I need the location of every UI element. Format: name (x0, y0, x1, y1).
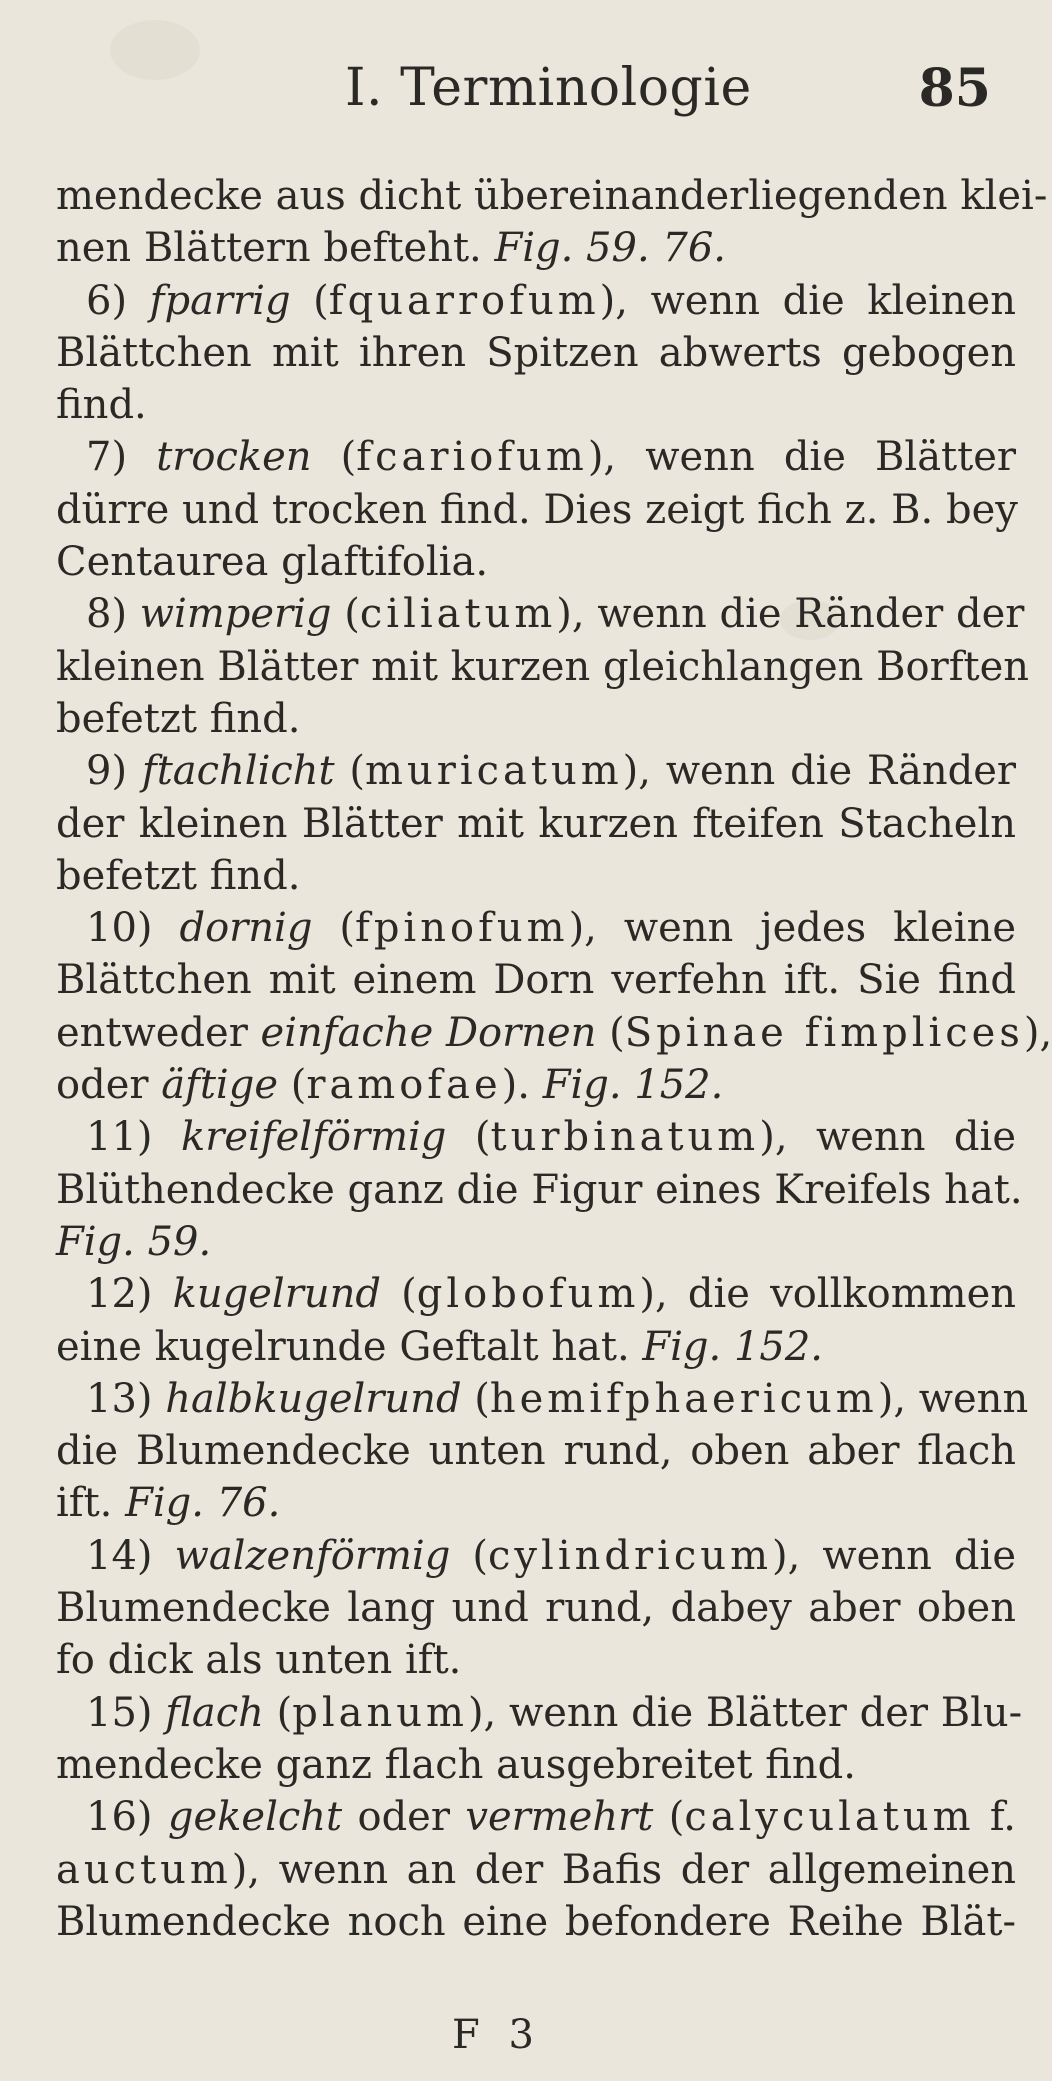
text-line (56, 1844, 1016, 1896)
text-span: ( (653, 1794, 685, 1841)
text-span: fquarrofum (328, 277, 600, 324)
text-span: f. (974, 1794, 1017, 1841)
text-span: oder (342, 1794, 466, 1841)
text-span: hemifphaericum (489, 1375, 878, 1422)
text-span: fcariofum (356, 434, 588, 481)
text-span: Blättchen mit ihren Spitzen abwerts gebogen (56, 329, 1016, 376)
text-span: Fig. 152. (642, 1323, 824, 1370)
text-span: 6) (86, 277, 150, 324)
text-line (56, 1530, 1016, 1582)
text-span: mendecke ganz flach ausgebreitet find. (56, 1741, 856, 1788)
text-span: Blüthendecke ganz die Figur eines Kreifels hat. (56, 1166, 1023, 1213)
text-line (56, 1687, 1023, 1739)
text-line (56, 1007, 1052, 1059)
text-line (56, 170, 1048, 222)
text-line (56, 1268, 1016, 1320)
text-span: ( (596, 1009, 625, 1056)
text-span: find. (56, 382, 147, 429)
text-line (56, 1111, 1016, 1163)
text-span: Fig. 59. (56, 1218, 212, 1265)
text-span: ( (263, 1689, 293, 1736)
text-span: ciliatum (359, 591, 557, 638)
text-span: 8) (86, 591, 140, 638)
text-line (56, 1059, 1016, 1111)
text-line (56, 1896, 1016, 1948)
text-span: die Blumendecke unten rund, oben aber flach (56, 1428, 1016, 1475)
page-number: 85 (918, 58, 991, 119)
text-span: Fig. 59. 76. (494, 225, 726, 272)
text-span: 12) (86, 1271, 173, 1318)
text-span: 14) (86, 1532, 175, 1579)
text-line (56, 1791, 1016, 1843)
text-span: ( (331, 591, 360, 638)
text-span: einfache Dornen (260, 1009, 597, 1056)
text-span: ), (1023, 1009, 1052, 1056)
text-line (56, 693, 1016, 745)
text-span: kreifelförmig (180, 1114, 447, 1161)
text-span: ). (501, 1062, 543, 1109)
text-span: Fig. 152. (542, 1062, 724, 1109)
text-line (56, 798, 1016, 850)
text-line (56, 275, 1016, 327)
text-span: trocken (156, 434, 312, 481)
text-line (56, 641, 1030, 693)
text-line (56, 1216, 1016, 1268)
text-span: cylindricum (488, 1532, 772, 1579)
text-line (56, 1477, 1016, 1529)
text-span: ), wenn die Blätter der Blu- (467, 1689, 1023, 1736)
text-span: ( (311, 434, 357, 481)
text-span: ftachlicht (141, 748, 335, 795)
text-span: muricatum (365, 748, 623, 795)
text-span: eine kugelrunde Geftalt hat. (56, 1323, 643, 1370)
text-span: kleinen Blätter mit kurzen gleichlangen Borften (56, 643, 1030, 690)
text-span: globofum (416, 1271, 640, 1318)
text-span: ( (461, 1375, 490, 1422)
text-span: flach (165, 1689, 264, 1736)
text-span: befetzt find. (56, 695, 301, 742)
text-span: ramofae (306, 1062, 502, 1109)
text-line (56, 536, 1016, 588)
text-span: kugelrund (172, 1271, 381, 1318)
text-span: ( (312, 905, 356, 952)
text-line (56, 1634, 1016, 1686)
text-span: fo dick als unten ift. (56, 1637, 462, 1684)
text-span: befetzt find. (56, 852, 301, 899)
text-span: ), wenn die (759, 1114, 1016, 1161)
text-line (56, 902, 1016, 954)
text-span: fpinofum (355, 905, 569, 952)
text-line (56, 954, 1016, 1006)
text-span: ), die vollkommen (639, 1271, 1016, 1318)
text-span: Centaurea glaftifolia. (56, 539, 489, 586)
text-span: Spinae fimplices (624, 1009, 1024, 1056)
text-span: nen Blättern befteht. (56, 225, 495, 272)
text-span: ( (334, 748, 366, 795)
text-span: dürre und trocken find. Dies zeigt fich z. B. bey (56, 486, 1018, 533)
text-line (56, 1425, 1016, 1477)
text-line (56, 588, 1025, 640)
text-span: oder (56, 1062, 162, 1109)
text-span: ift. (56, 1480, 126, 1527)
text-span: fparrig (149, 277, 291, 324)
text-span: ), wenn die Blätter (587, 434, 1016, 481)
text-span: der kleinen Blätter mit kurzen fteifen Stacheln (56, 800, 1016, 847)
text-span: ), wenn die Ränder der (556, 591, 1025, 638)
text-line (56, 745, 1016, 797)
text-span: 11) (86, 1114, 181, 1161)
page-header (0, 58, 1049, 138)
text-line (56, 1582, 1016, 1634)
text-span: vermehrt (465, 1794, 654, 1841)
text-line (56, 850, 1016, 902)
text-span: 9) (86, 748, 142, 795)
text-span: calyculatum (684, 1794, 975, 1841)
text-span: Blumendecke noch eine befondere Reihe Blät- (56, 1898, 1016, 1945)
text-span: ), wenn die kleinen (599, 277, 1016, 324)
text-line (56, 1321, 1016, 1373)
text-span: planum (292, 1689, 468, 1736)
text-span: 13) (86, 1375, 166, 1422)
text-span: halbkugelrund (165, 1375, 462, 1422)
text-span: ), wenn an der Bafis der allgemeinen (231, 1846, 1016, 1893)
text-span: ), wenn die (772, 1532, 1016, 1579)
text-span: auctum (56, 1846, 232, 1893)
text-span: 15) (86, 1689, 166, 1736)
text-span: gekelcht (167, 1794, 343, 1841)
text-line (56, 1739, 1016, 1791)
signature-mark: F 3 (452, 2012, 542, 2058)
running-title: I. Terminologie (345, 58, 752, 118)
text-span: Fig. 76. (125, 1480, 281, 1527)
text-span: Blättchen mit einem Dorn verfehn ift. Sie find (56, 957, 1016, 1004)
text-span: ), wenn die Ränder (622, 748, 1017, 795)
text-span: ), wenn jedes kleine (568, 905, 1017, 952)
text-span: ), wenn (877, 1375, 1029, 1422)
text-line (56, 484, 1016, 536)
body-text (56, 170, 1052, 1948)
text-span: 10) (86, 905, 180, 952)
text-span: entweder (56, 1009, 261, 1056)
text-span: ( (278, 1062, 307, 1109)
text-line (56, 379, 1016, 431)
text-span: dornig (179, 905, 313, 952)
text-span: 16) (86, 1794, 168, 1841)
text-line (56, 431, 1016, 483)
text-span: ( (450, 1532, 489, 1579)
text-line (56, 1373, 1029, 1425)
text-span: ( (380, 1271, 417, 1318)
text-span: wimperig (139, 591, 332, 638)
text-line (56, 1164, 1023, 1216)
text-span: ( (290, 277, 329, 324)
text-span: ( (446, 1114, 491, 1161)
text-span: mendecke aus dicht übereinanderliegenden klei- (56, 173, 1048, 219)
text-line (56, 222, 1016, 274)
text-span: äftige (161, 1062, 278, 1109)
text-span: Blumendecke lang und rund, dabey aber oben (56, 1585, 1016, 1632)
text-span: walzenförmig (174, 1532, 451, 1579)
text-span: turbinatum (490, 1114, 760, 1161)
text-line (56, 327, 1016, 379)
text-span: 7) (86, 434, 157, 481)
